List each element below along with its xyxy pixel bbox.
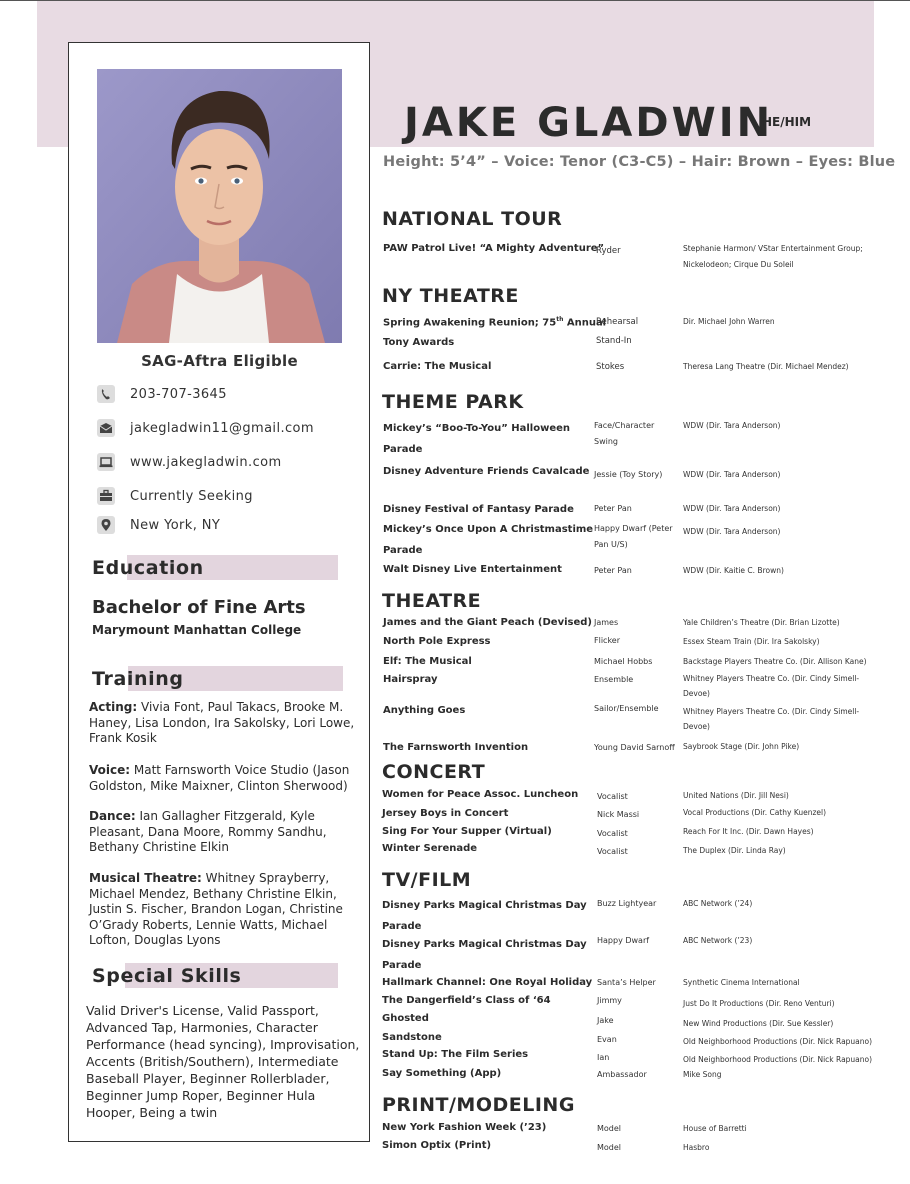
credit-title: Simon Optix (Print)	[382, 1140, 492, 1151]
phone-contact[interactable]	[96, 384, 227, 404]
skills-heading: Special Skills	[92, 965, 242, 987]
credit-role: Ambassador	[597, 1070, 647, 1079]
credit-detail: Dir. Michael John Warren	[683, 317, 775, 326]
laptop-icon	[96, 452, 116, 472]
credit-detail-line2: Devoe)	[683, 722, 710, 731]
phone-icon	[96, 384, 116, 404]
credit-detail: Reach For It Inc. (Dir. Dawn Hayes)	[683, 827, 814, 836]
credit-title-line2: Parade	[383, 545, 423, 556]
credit-title: Anything Goes	[383, 705, 466, 716]
credit-detail: WDW (Dir. Tara Anderson)	[683, 527, 781, 536]
headshot-photo	[97, 69, 342, 343]
credit-title: Spring Awakening Reunion; 75th Annual	[383, 316, 607, 329]
email-contact[interactable]	[96, 418, 314, 438]
credit-role: Ian	[597, 1053, 610, 1062]
credit-detail: The Duplex (Dir. Linda Ray)	[683, 846, 786, 855]
credit-title: Sing For Your Supper (Virtual)	[382, 826, 552, 837]
credit-detail: WDW (Dir. Tara Anderson)	[683, 421, 781, 430]
location-text: New York, NY	[130, 517, 221, 533]
credit-title: Jersey Boys in Concert	[382, 808, 509, 819]
credit-title: Disney Adventure Friends Cavalcade	[383, 466, 590, 477]
credit-title: Mickey’s Once Upon A Christmastime	[383, 524, 594, 535]
skills-text: Valid Driver's License, Valid Passport, Advanced Tap, Harmonies, Character Performance (head syncing), Improvisation, Accents (British/Southern), Intermediate Baseball Player, Beginner Rollerblader, Beginner Jump Roper, Beginner Hula Hooper, Being a twin	[86, 1003, 360, 1120]
credit-detail: House of Barretti	[683, 1124, 747, 1133]
credit-detail: New Wind Productions (Dir. Sue Kessler)	[683, 1019, 834, 1028]
availability-status	[96, 486, 253, 506]
credit-title: New York Fashion Week (’23)	[382, 1122, 547, 1133]
credit-role: Peter Pan	[594, 504, 632, 513]
pronouns: HE/HIM	[762, 115, 812, 129]
credit-title-line2: Parade	[382, 921, 422, 932]
credit-detail: Hasbro	[683, 1143, 710, 1152]
union-status: SAG-Aftra Eligible	[141, 352, 298, 370]
credit-title: Sandstone	[382, 1032, 442, 1043]
school: Marymount Manhattan College	[92, 623, 302, 637]
credit-role-line2: Pan U/S)	[594, 540, 628, 549]
credit-title: The Dangerfield’s Class of ‘64	[382, 995, 551, 1006]
credit-role: Santa’s Helper	[597, 978, 656, 987]
credit-role: Jake	[597, 1016, 614, 1025]
credit-title: Winter Serenade	[382, 843, 478, 854]
training-dance: Dance: Ian Gallagher Fitzgerald, Kyle Pleasant, Dana Moore, Rommy Sandhu, Bethany Christine Elkin	[89, 809, 327, 854]
training-acting: Acting: Vivia Font, Paul Takacs, Brooke M. Haney, Lisa London, Ira Sakolsky, Lori Lowe, Frank Kosik	[89, 700, 355, 745]
credit-role: Vocalist	[597, 792, 628, 801]
credit-detail-line2: Devoe)	[683, 689, 710, 698]
training-musical-theatre: Musical Theatre: Whitney Sprayberry, Michael Mendez, Bethany Christine Elkin, Justin S. Fischer, Brandon Logan, Christine O’Grady Roberts, Lennie Watts, Michael Lofton, Douglas Lyons	[89, 871, 343, 947]
credit-role: Ryder	[596, 246, 621, 256]
credit-detail: Just Do It Productions (Dir. Reno Venturi)	[683, 999, 835, 1008]
credit-title: James and the Giant Peach (Devised)	[383, 617, 592, 628]
credit-detail: ABC Network (’24)	[683, 899, 753, 908]
credit-role: James	[594, 618, 619, 627]
credit-role: Flicker	[594, 636, 621, 645]
phone-number: 203-707-3645	[130, 386, 227, 402]
credit-role: Stokes	[596, 362, 625, 372]
credit-detail: Whitney Players Theatre Co. (Dir. Cindy Simell-	[683, 707, 860, 716]
credit-role: Jessie (Toy Story)	[594, 470, 663, 479]
training-voice: Voice: Matt Farnsworth Voice Studio (Jason Goldston, Mike Maixner, Clinton Sherwood)	[89, 763, 350, 793]
credit-role-line2: Stand-In	[596, 336, 632, 346]
credit-detail: Mike Song	[683, 1070, 722, 1079]
availability-text: Currently Seeking	[130, 488, 253, 504]
credit-role: Ensemble	[594, 675, 634, 684]
credit-title: Disney Festival of Fantasy Parade	[383, 504, 574, 515]
theatre-heading: THEATRE	[382, 590, 482, 612]
credit-role: Sailor/Ensemble	[594, 704, 659, 713]
credit-role: Evan	[597, 1035, 617, 1044]
credit-title: PAW Patrol Live! “A Mighty Adventure”	[383, 243, 605, 254]
credit-title: Disney Parks Magical Christmas Day	[382, 900, 587, 911]
theme-park-heading: THEME PARK	[382, 391, 524, 413]
briefcase-icon	[96, 486, 116, 506]
credit-detail-line2: Nickelodeon; Cirque Du Soleil	[683, 260, 794, 269]
credit-role: Model	[597, 1143, 622, 1152]
credit-title: Hallmark Channel: One Royal Holiday	[382, 977, 593, 988]
credit-role: Young David Sarnoff	[594, 743, 675, 752]
credit-title: Mickey’s “Boo-To-You” Halloween	[383, 423, 571, 434]
credit-detail: ABC Network (’23)	[683, 936, 753, 945]
credit-detail: Whitney Players Theatre Co. (Dir. Cindy Simell-	[683, 674, 860, 683]
credit-title-line2: Tony Awards	[383, 337, 455, 348]
credit-detail: Yale Children’s Theatre (Dir. Brian Lizotte)	[683, 618, 840, 627]
education-heading: Education	[92, 557, 204, 579]
credit-title: North Pole Express	[383, 636, 491, 647]
national-tour-heading: NATIONAL TOUR	[382, 208, 563, 230]
envelope-icon	[96, 418, 116, 438]
degree: Bachelor of Fine Arts	[92, 597, 306, 618]
credit-role: Jimmy	[597, 996, 622, 1005]
credit-role: Rehearsal	[596, 317, 639, 327]
credit-detail: Stephanie Harmon/ VStar Entertainment Group;	[683, 244, 863, 253]
location-contact	[96, 515, 220, 535]
credit-detail: United Nations (Dir. Jill Nesi)	[683, 791, 789, 800]
credit-title: Disney Parks Magical Christmas Day	[382, 939, 587, 950]
physical-stats: Height: 5’4” – Voice: Tenor (C3-C5) – Hair: Brown – Eyes: Blue	[383, 154, 896, 170]
credit-title: Women for Peace Assoc. Luncheon	[382, 789, 579, 800]
credit-detail: Essex Steam Train (Dir. Ira Sakolsky)	[683, 637, 820, 646]
actor-name: JAKE GLADWIN	[404, 100, 774, 146]
training-heading: Training	[92, 668, 184, 690]
credit-detail: WDW (Dir. Tara Anderson)	[683, 504, 781, 513]
credit-role: Happy Dwarf (Peter	[594, 524, 673, 533]
tv-film-heading: TV/FILM	[382, 869, 472, 891]
credit-role: Happy Dwarf	[597, 936, 650, 945]
credit-title-line2: Parade	[383, 444, 423, 455]
credit-role-line2: Swing	[594, 437, 618, 446]
website-url: www.jakegladwin.com	[130, 454, 282, 470]
credit-role: Model	[597, 1124, 622, 1133]
credit-title: Stand Up: The Film Series	[382, 1049, 529, 1060]
credit-role: Vocalist	[597, 829, 628, 838]
credit-title: Elf: The Musical	[383, 656, 472, 667]
website-contact[interactable]	[96, 452, 282, 472]
credit-title: Walt Disney Live Entertainment	[383, 564, 562, 575]
credit-role: Face/Character	[594, 421, 655, 430]
credit-title-line2: Parade	[382, 960, 422, 971]
credit-role: Vocalist	[597, 847, 628, 856]
credit-role: Buzz Lightyear	[597, 899, 657, 908]
credit-title: Carrie: The Musical	[383, 361, 492, 372]
credit-detail: Saybrook Stage (Dir. John Pike)	[683, 742, 800, 751]
credit-detail: Old Neighborhood Productions (Dir. Nick Rapuano)	[683, 1055, 873, 1064]
print-modeling-heading: PRINT/MODELING	[382, 1094, 575, 1116]
credit-title: The Farnsworth Invention	[383, 742, 529, 753]
map-pin-icon	[96, 515, 116, 535]
concert-heading: CONCERT	[382, 761, 486, 783]
credit-detail: WDW (Dir. Tara Anderson)	[683, 470, 781, 479]
email-address: jakegladwin11@gmail.com	[130, 420, 314, 436]
credit-detail: Synthetic Cinema International	[683, 978, 800, 987]
credit-title: Ghosted	[382, 1013, 429, 1024]
credit-detail: WDW (Dir. Kaitie C. Brown)	[683, 566, 784, 575]
credit-role: Peter Pan	[594, 566, 632, 575]
credit-detail: Old Neighborhood Productions (Dir. Nick Rapuano)	[683, 1037, 873, 1046]
credit-role: Nick Massi	[597, 810, 640, 819]
credit-role: Michael Hobbs	[594, 657, 653, 666]
ny-theatre-heading: NY THEATRE	[382, 285, 519, 307]
credit-detail: Backstage Players Theatre Co. (Dir. Allison Kane)	[683, 657, 867, 666]
credit-title: Say Something (App)	[382, 1068, 502, 1079]
credit-title: Hairspray	[383, 674, 438, 685]
credit-detail: Vocal Productions (Dir. Cathy Kuenzel)	[683, 808, 827, 817]
credit-detail: Theresa Lang Theatre (Dir. Michael Mendez)	[683, 362, 849, 371]
